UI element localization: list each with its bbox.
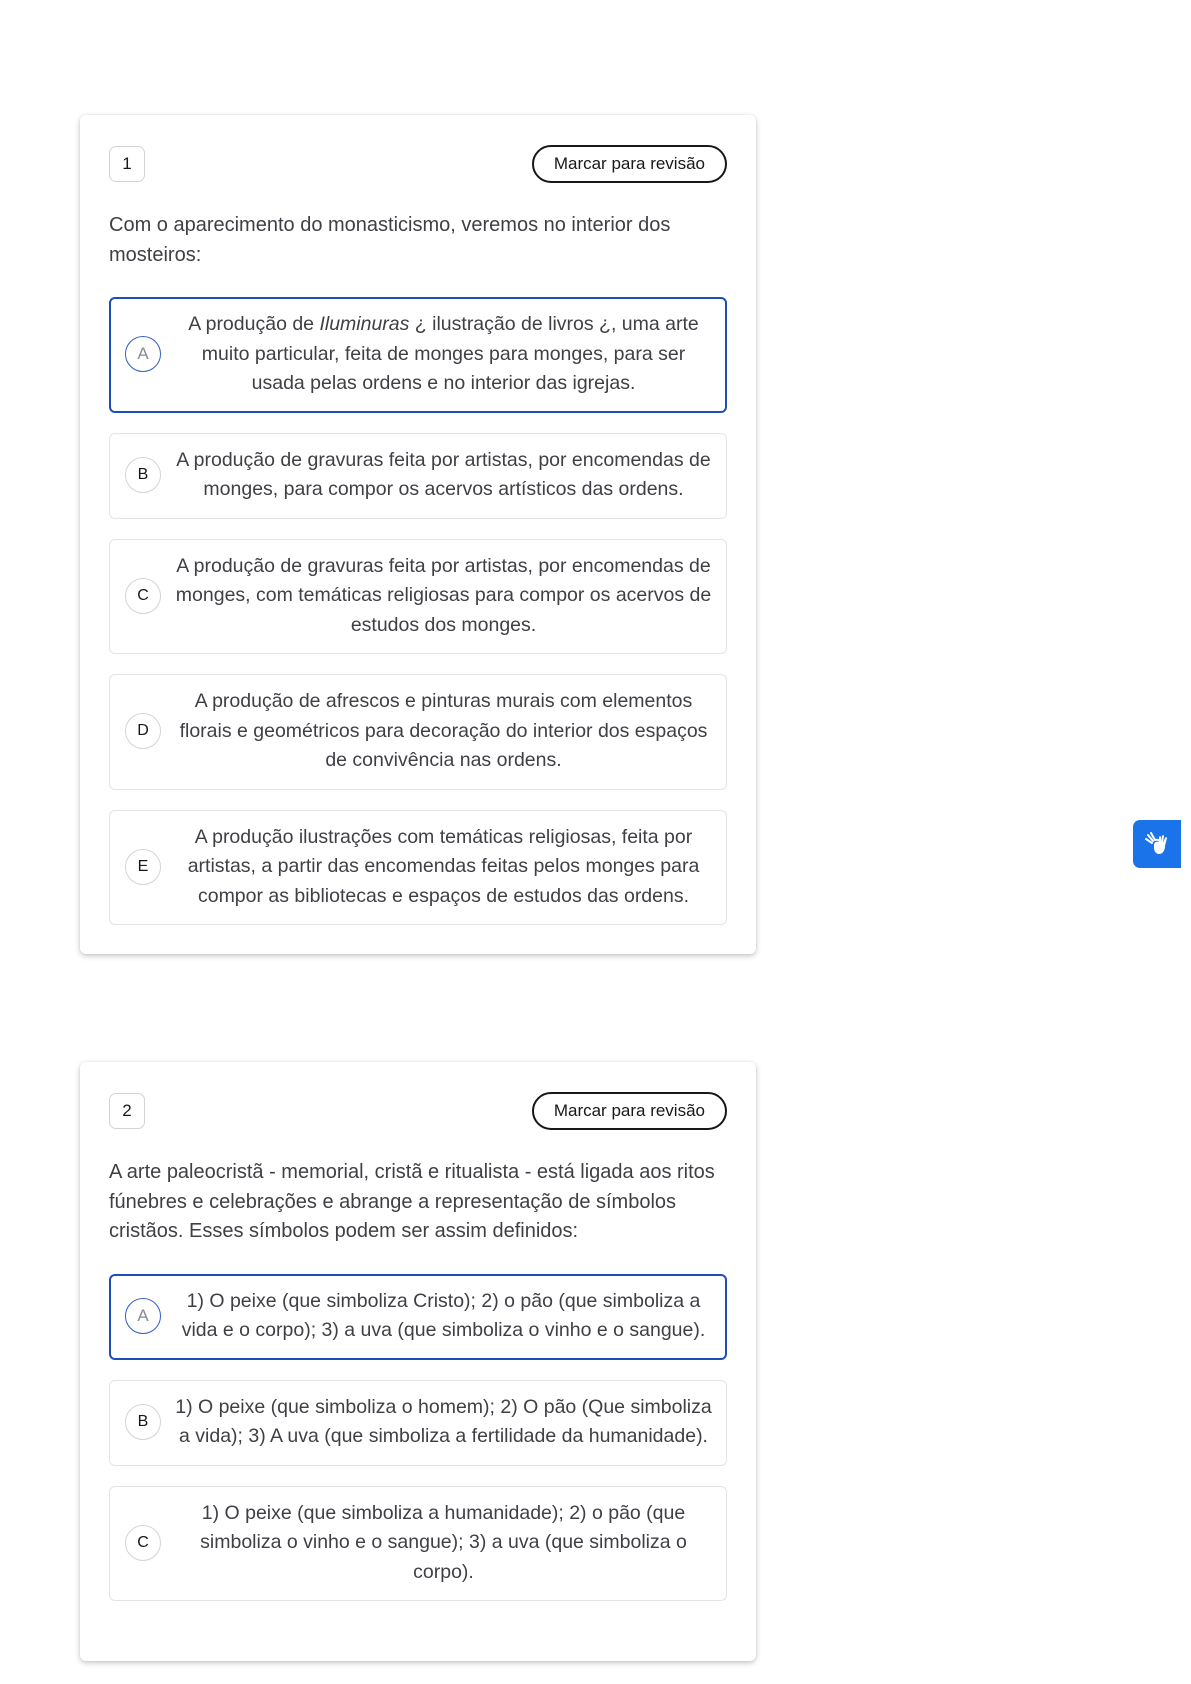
- question-statement: A arte paleocristã - memorial, cristã e ritualista - está ligada aos ritos fúnebres e celebrações e abrange a representação de símbolos cristãos. Esses símbolos podem ser assim definidos:: [109, 1161, 715, 1242]
- option-text: [175, 310, 712, 399]
- question-header: [109, 1092, 727, 1130]
- option-text: A produção de afrescos e pinturas murais com elementos florais e geométricos para decoração do interior dos espaços de convivência nas ordens.: [179, 690, 708, 771]
- mark-for-review-button[interactable]: Marcar para revisão: [532, 145, 727, 183]
- option-text-emphasis: Iluminuras: [319, 313, 410, 335]
- option-b[interactable]: [109, 433, 727, 519]
- option-letter: B: [125, 1404, 161, 1440]
- option-letter: A: [125, 336, 161, 372]
- option-text: 1) O peixe (que simboliza a humanidade); 2) o pão (que simboliza o vinho e o sangue); 3) a uva (que simboliza o corpo).: [200, 1501, 687, 1583]
- option-letter: B: [125, 457, 161, 493]
- option-e[interactable]: [109, 810, 727, 926]
- option-text: A produção de gravuras feita por artistas, por encomendas de monges, com temáticas religiosas para compor os acervos de estudos dos monges.: [175, 554, 712, 636]
- option-text: A produção de gravuras feita por artistas, por encomendas de monges, para compor os acervos artísticos das ordens.: [176, 448, 711, 500]
- option-c[interactable]: [109, 539, 727, 655]
- option-d[interactable]: [109, 674, 727, 790]
- question-statement: Com o aparecimento do monasticismo, veremos no interior dos mosteiros:: [109, 214, 671, 266]
- mark-for-review-button[interactable]: Marcar para revisão: [532, 1092, 727, 1130]
- sign-language-accessibility-button[interactable]: [1133, 820, 1181, 868]
- sign-language-hands-icon: [1142, 829, 1172, 859]
- option-a[interactable]: [109, 1274, 727, 1360]
- options-list: [109, 1274, 727, 1602]
- option-letter: C: [125, 1525, 161, 1561]
- option-b[interactable]: [109, 1380, 727, 1466]
- option-text: 1) O peixe (que simboliza Cristo); 2) o pão (que simboliza a vida e o corpo); 3) a uva (que simboliza o vinho e o sangue).: [181, 1289, 706, 1341]
- option-letter: E: [125, 849, 161, 885]
- question-card-1: [80, 115, 756, 954]
- question-header: [109, 145, 727, 183]
- question-card-2: [80, 1062, 756, 1661]
- option-a[interactable]: [109, 297, 727, 413]
- option-letter: D: [125, 713, 161, 749]
- options-list: [109, 297, 727, 925]
- question-number: 1: [109, 146, 145, 182]
- option-text: A produção ilustrações com temáticas religiosas, feita por artistas, a partir das encomendas feitas pelos monges para compor as bibliotecas e espaços de estudos das ordens.: [187, 825, 700, 907]
- option-text-prefix: A produção de: [188, 313, 320, 335]
- option-text: 1) O peixe (que simboliza o homem); 2) O pão (Que simboliza a vida); 3) A uva (que simboliza a fertilidade da humanidade).: [175, 1395, 712, 1447]
- question-number: 2: [109, 1093, 145, 1129]
- option-c[interactable]: [109, 1486, 727, 1602]
- option-letter: C: [125, 578, 161, 614]
- option-text-suffix: ¿ ilustração de livros ¿, uma arte muito particular, feita de monges para monges, para ser usada pelas ordens e no interior das igrejas.: [201, 313, 699, 394]
- option-letter: A: [125, 1298, 161, 1334]
